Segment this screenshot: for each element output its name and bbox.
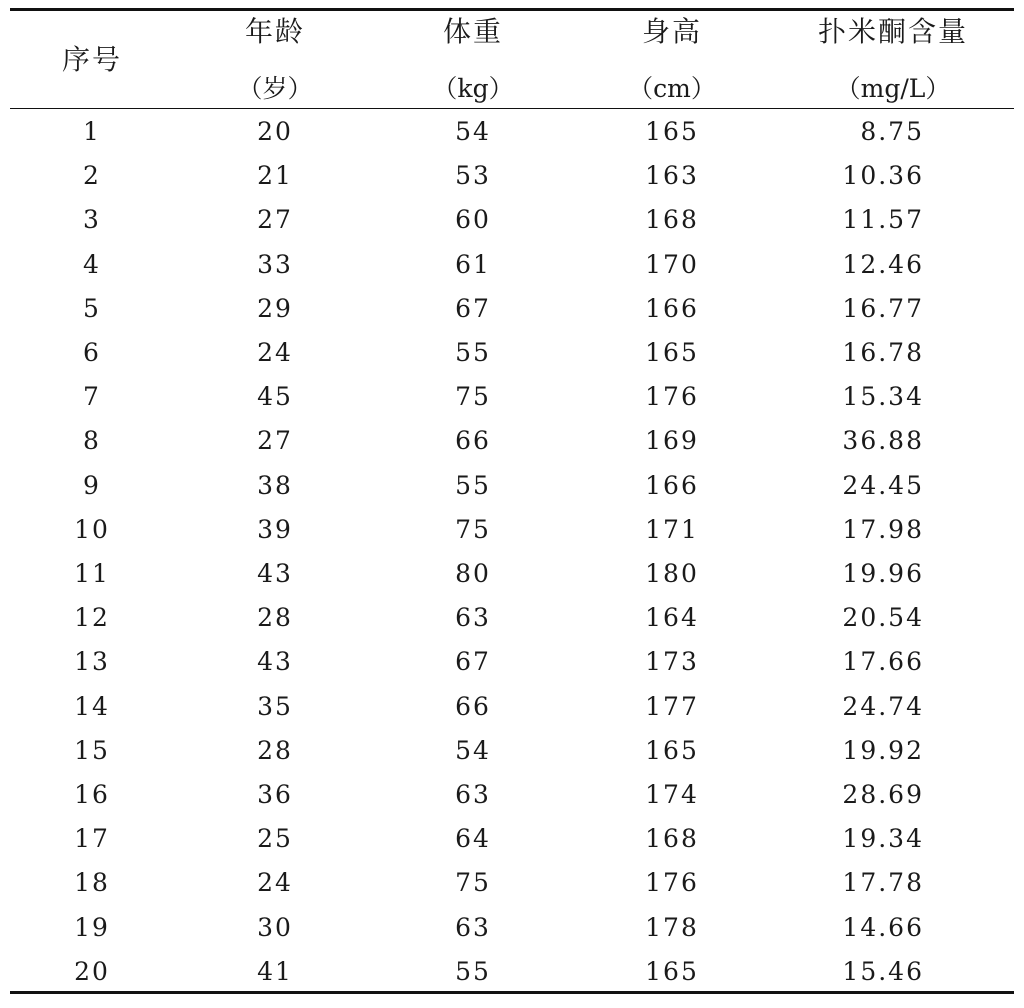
cell-content: 16.78 bbox=[842, 338, 924, 367]
cell-weight: 67 bbox=[455, 647, 491, 677]
header-weight-unit: （kg） bbox=[432, 74, 514, 103]
cell-age: 27 bbox=[257, 426, 293, 456]
cell-index: 7 bbox=[83, 382, 101, 412]
header-content-unit: （mg/L） bbox=[835, 74, 951, 103]
cell-weight: 55 bbox=[455, 956, 491, 986]
table-bottom-rule bbox=[10, 991, 1014, 994]
cell-height: 169 bbox=[645, 426, 699, 456]
cell-age: 39 bbox=[257, 514, 293, 544]
cell-height: 163 bbox=[645, 161, 699, 191]
cell-content: 11.57 bbox=[842, 205, 924, 235]
cell-index: 17 bbox=[74, 824, 110, 854]
cell-height: 165 bbox=[645, 735, 699, 765]
cell-weight: 80 bbox=[455, 559, 491, 588]
data-table bbox=[10, 8, 1014, 996]
cell-age: 35 bbox=[257, 691, 293, 721]
cell-content: 24.45 bbox=[842, 470, 924, 500]
header-height-unit: （cm） bbox=[628, 74, 716, 103]
cell-index: 18 bbox=[74, 868, 110, 898]
cell-content: 36.88 bbox=[842, 426, 924, 456]
cell-index: 11 bbox=[74, 559, 110, 588]
cell-height: 176 bbox=[645, 868, 699, 898]
cell-content: 19.34 bbox=[842, 824, 924, 854]
cell-age: 21 bbox=[257, 161, 293, 191]
cell-weight: 67 bbox=[455, 293, 491, 323]
cell-height: 180 bbox=[645, 559, 699, 588]
cell-content: 15.46 bbox=[842, 956, 924, 986]
cell-index: 5 bbox=[83, 293, 101, 323]
cell-weight: 75 bbox=[455, 382, 491, 412]
cell-age: 36 bbox=[257, 780, 293, 809]
cell-height: 173 bbox=[645, 647, 699, 677]
cell-content: 12.46 bbox=[842, 249, 924, 279]
cell-age: 43 bbox=[257, 647, 293, 677]
cell-weight: 63 bbox=[455, 780, 491, 809]
cell-index: 14 bbox=[74, 691, 110, 721]
cell-index: 13 bbox=[74, 647, 110, 677]
cell-weight: 60 bbox=[455, 205, 491, 235]
cell-index: 15 bbox=[74, 735, 110, 765]
cell-weight: 64 bbox=[455, 824, 491, 854]
cell-index: 20 bbox=[74, 956, 110, 986]
cell-weight: 61 bbox=[455, 249, 491, 279]
cell-height: 166 bbox=[645, 470, 699, 500]
cell-height: 171 bbox=[645, 514, 699, 544]
cell-content: 17.78 bbox=[842, 868, 924, 898]
header-index: 序号 bbox=[61, 43, 123, 76]
cell-index: 4 bbox=[83, 249, 101, 279]
cell-height: 176 bbox=[645, 382, 699, 412]
cell-age: 28 bbox=[257, 603, 293, 633]
cell-height: 165 bbox=[645, 338, 699, 367]
cell-height: 168 bbox=[645, 824, 699, 854]
cell-index: 1 bbox=[83, 117, 101, 146]
cell-weight: 54 bbox=[455, 117, 491, 146]
header-content: 扑米酮含量 bbox=[817, 15, 969, 48]
cell-height: 166 bbox=[645, 293, 699, 323]
cell-index: 12 bbox=[74, 603, 110, 633]
cell-content: 28.69 bbox=[842, 780, 924, 809]
cell-age: 20 bbox=[257, 117, 293, 146]
cell-index: 8 bbox=[83, 426, 101, 456]
cell-age: 30 bbox=[257, 912, 293, 942]
cell-weight: 53 bbox=[455, 161, 491, 191]
cell-age: 43 bbox=[257, 559, 293, 588]
cell-age: 29 bbox=[257, 293, 293, 323]
cell-age: 38 bbox=[257, 470, 293, 500]
cell-content: 17.66 bbox=[842, 647, 924, 677]
cell-content: 10.36 bbox=[842, 161, 924, 191]
cell-height: 168 bbox=[645, 205, 699, 235]
cell-content: 8.75 bbox=[860, 117, 924, 146]
cell-weight: 63 bbox=[455, 912, 491, 942]
cell-age: 45 bbox=[257, 382, 293, 412]
cell-index: 19 bbox=[74, 912, 110, 942]
cell-weight: 63 bbox=[455, 603, 491, 633]
cell-age: 24 bbox=[257, 868, 293, 898]
cell-age: 41 bbox=[257, 956, 293, 986]
cell-weight: 55 bbox=[455, 338, 491, 367]
cell-index: 2 bbox=[83, 161, 101, 191]
cell-weight: 75 bbox=[455, 868, 491, 898]
cell-weight: 55 bbox=[455, 470, 491, 500]
cell-age: 27 bbox=[257, 205, 293, 235]
cell-weight: 66 bbox=[455, 426, 491, 456]
header-age: 年龄 bbox=[244, 15, 306, 48]
cell-age: 33 bbox=[257, 249, 293, 279]
header-age-unit: （岁） bbox=[237, 74, 313, 103]
cell-content: 19.96 bbox=[842, 559, 924, 588]
cell-height: 178 bbox=[645, 912, 699, 942]
cell-weight: 54 bbox=[455, 735, 491, 765]
header-height: 身高 bbox=[641, 15, 703, 48]
cell-content: 16.77 bbox=[842, 293, 924, 323]
cell-age: 28 bbox=[257, 735, 293, 765]
cell-height: 165 bbox=[645, 117, 699, 146]
cell-content: 24.74 bbox=[842, 691, 924, 721]
cell-index: 10 bbox=[74, 514, 110, 544]
table-body bbox=[10, 8, 1014, 996]
cell-weight: 66 bbox=[455, 691, 491, 721]
cell-height: 174 bbox=[645, 780, 699, 809]
cell-height: 177 bbox=[645, 691, 699, 721]
cell-age: 25 bbox=[257, 824, 293, 854]
cell-height: 164 bbox=[645, 603, 699, 633]
cell-content: 20.54 bbox=[842, 603, 924, 633]
cell-height: 170 bbox=[645, 249, 699, 279]
cell-age: 24 bbox=[257, 338, 293, 367]
cell-content: 17.98 bbox=[842, 514, 924, 544]
cell-content: 14.66 bbox=[842, 912, 924, 942]
cell-content: 19.92 bbox=[842, 735, 924, 765]
cell-index: 3 bbox=[83, 205, 101, 235]
cell-index: 6 bbox=[83, 338, 101, 367]
cell-height: 165 bbox=[645, 956, 699, 986]
cell-weight: 75 bbox=[455, 514, 491, 544]
cell-index: 9 bbox=[83, 470, 101, 500]
cell-index: 16 bbox=[74, 780, 110, 809]
cell-content: 15.34 bbox=[842, 382, 924, 412]
header-weight: 体重 bbox=[442, 15, 504, 48]
